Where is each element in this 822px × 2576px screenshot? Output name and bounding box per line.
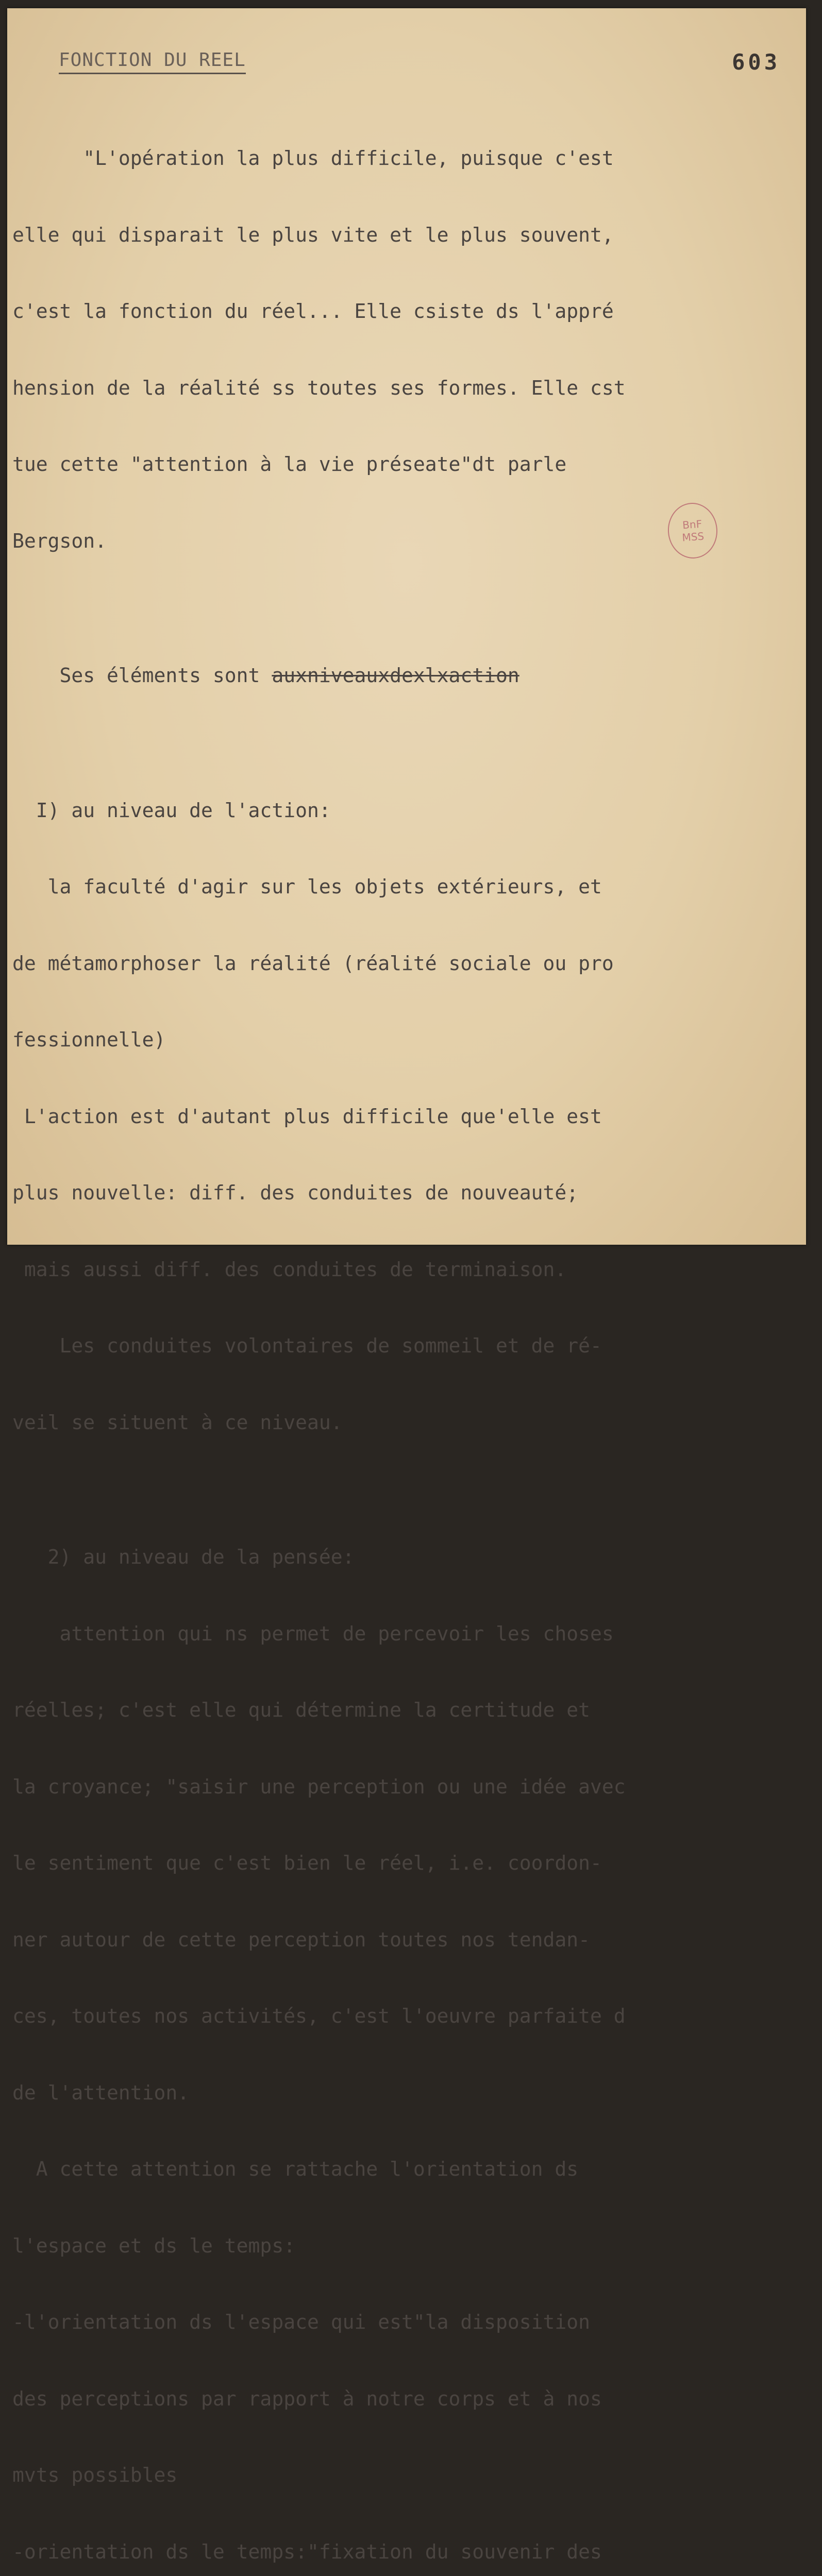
text-line: réelles; c'est elle qui détermine la certitude et	[12, 1699, 591, 1721]
blank-line	[12, 1486, 801, 1494]
text-line: -l'orientation ds l'espace qui est"la disposition	[12, 2311, 591, 2333]
blank-line	[12, 740, 801, 747]
document-page	[7, 8, 806, 2563]
stamp-line-1: BnF	[682, 517, 702, 532]
text-line: -orientation ds le temps:"fixation du souvenir des	[12, 2540, 602, 2563]
typed-text-body	[12, 95, 801, 2576]
text-line: mais aussi diff. des conduites de terminaison.	[12, 1258, 567, 1281]
text-line: ner autour de cette perception toutes nos tendan-	[12, 1928, 591, 1951]
stamp-line-2: MSS	[681, 530, 704, 544]
text-line: L'action est d'autant plus difficile que'elle est	[12, 1105, 602, 1128]
text-line: attention qui ns permet de percevoir les choses	[12, 1622, 614, 1645]
text-line: l'espace et ds le temps:	[12, 2234, 296, 2257]
text-line: veil se situent à ce niveau.	[12, 1411, 343, 1434]
text-line: plus nouvelle: diff. des conduites de nouveauté;	[12, 1181, 579, 1204]
page-header	[59, 49, 801, 86]
text-line: Bergson.	[12, 529, 107, 552]
text-line: de l'attention.	[12, 2081, 190, 2104]
section-heading: I) au niveau de l'action:	[12, 799, 331, 822]
text-line: la faculté d'agir sur les objets extérieurs, et	[12, 875, 602, 898]
text-line: A cette attention se rattache l'orientation ds	[12, 2158, 579, 2180]
text-line: fessionnelle)	[12, 1028, 166, 1051]
section-heading: 2) au niveau de la pensée:	[12, 1546, 355, 1568]
text-line: tue cette "attention à la vie préseate"dt parle	[12, 453, 567, 476]
text-line-with-strike	[12, 663, 801, 689]
page-number: 603	[732, 49, 780, 75]
text-line: ces, toutes nos activités, c'est l'oeuvre parfaite d	[12, 2005, 626, 2027]
text-line: le sentiment que c'est bien le réel, i.e. coordon-	[12, 1852, 602, 1874]
blank-line	[12, 605, 801, 612]
page-title: FONCTION DU REEL	[59, 49, 246, 74]
struck-text: auxniveauxdexlxaction	[272, 664, 519, 687]
text-line: hension de la réalité ss toutes ses formes. Elle cst	[12, 376, 626, 399]
text-line: la croyance; "saisir une perception ou une idée avec	[12, 1775, 626, 1798]
text-line: des perceptions par rapport à notre corps et à nos	[12, 2387, 602, 2410]
text-line: de métamorphoser la réalité (réalité sociale ou pro	[12, 952, 614, 975]
text-line: "L'opération la plus difficile, puisque c'est	[12, 147, 614, 170]
text-line: Les conduites volontaires de sommeil et de ré-	[12, 1334, 602, 1357]
text-line: c'est la fonction du réel... Elle csiste ds l'appré	[12, 300, 614, 323]
text-line: mvts possibles	[12, 2464, 178, 2486]
text-line: Ses éléments sont	[12, 664, 272, 687]
text-line: elle qui disparait le plus vite et le plus souvent,	[12, 223, 614, 246]
